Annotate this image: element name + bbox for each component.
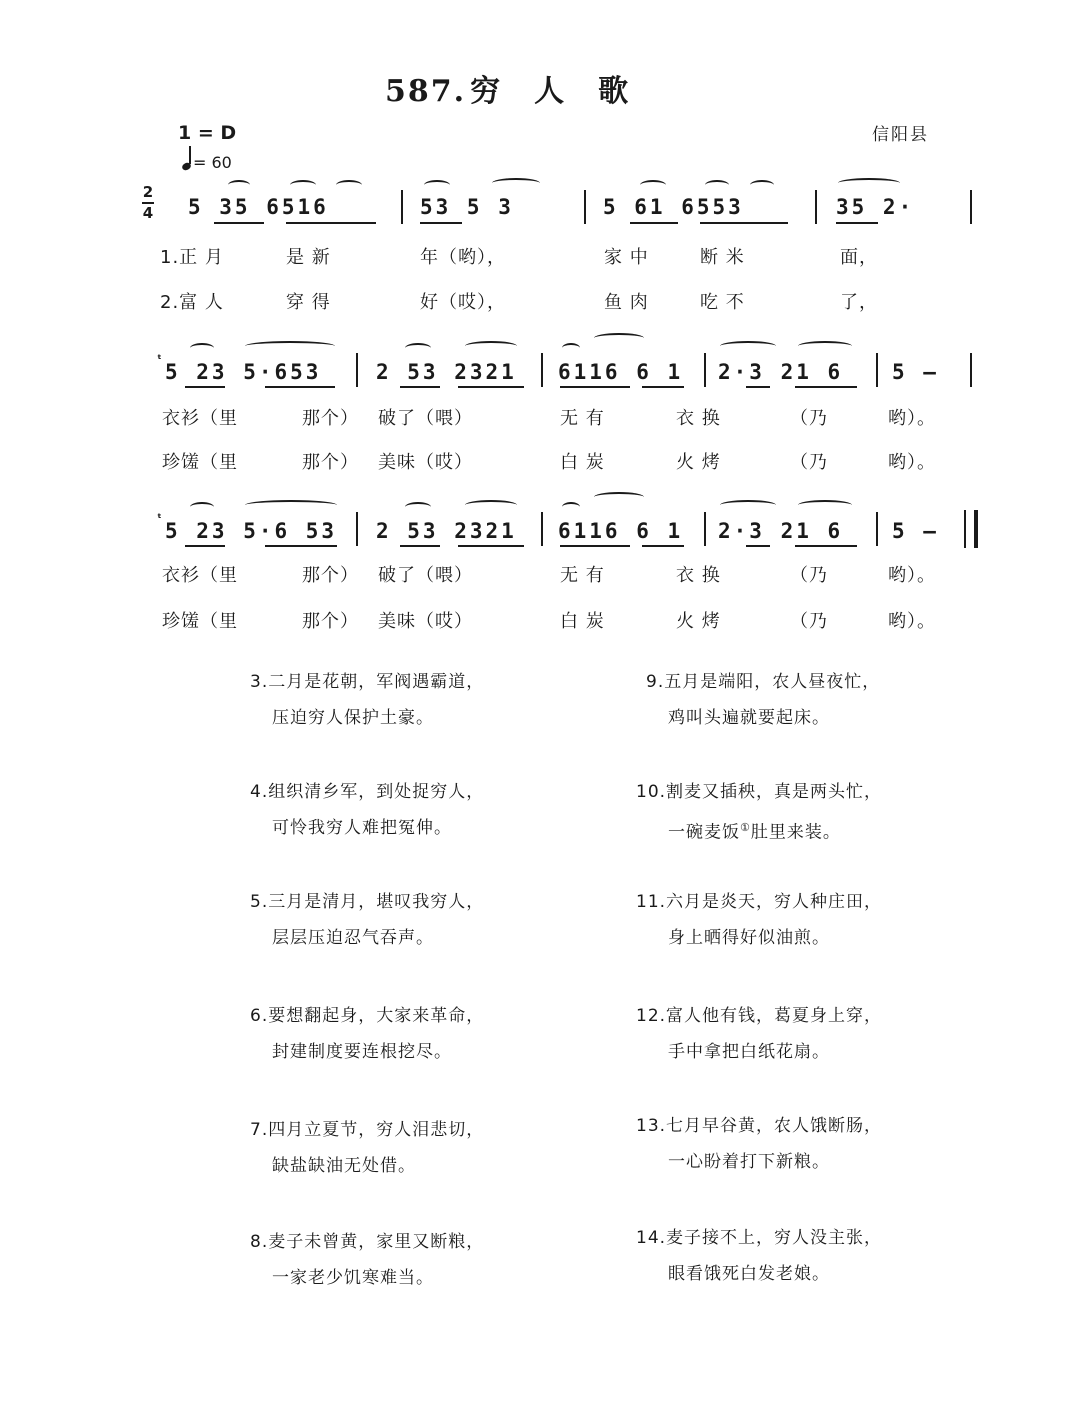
verse-line: 13.七月早谷黄，农人饿断肠， xyxy=(636,1116,883,1136)
verse xyxy=(636,774,882,851)
lyric: 破了（喂） xyxy=(378,408,473,429)
barline xyxy=(970,190,972,224)
verse-line: 11.六月是炎天，穷人种庄田， xyxy=(636,892,883,912)
verse-line: 眼看饿死白发老娘。 xyxy=(668,1264,830,1284)
beat-underline xyxy=(458,386,524,388)
slur xyxy=(562,502,580,512)
lyric: 哟）。 xyxy=(888,452,936,473)
verse-line: 7.四月立夏节，穷人泪悲切， xyxy=(250,1120,485,1140)
measure: 5 – xyxy=(892,360,939,384)
measure: 5 – xyxy=(892,519,939,543)
verse xyxy=(636,1220,882,1292)
measure: 5 61 6553 xyxy=(603,195,744,219)
barline xyxy=(970,353,972,387)
verse-line: 可怜我穷人难把冤伸。 xyxy=(272,818,452,838)
final-barline xyxy=(964,510,978,548)
lyric: 2.富 人 xyxy=(160,292,224,313)
beat-underline xyxy=(265,386,335,388)
measure: 2 53 2321 xyxy=(376,360,517,384)
lyric: 美味（哎） xyxy=(378,611,473,632)
verse xyxy=(636,998,882,1070)
beat-underline xyxy=(642,386,684,388)
slur xyxy=(465,500,517,510)
beat-underline xyxy=(286,222,376,224)
verse-line: 层层压迫忍气吞声。 xyxy=(272,928,434,948)
slur xyxy=(594,333,644,343)
verse-line: 8.麦子未曾黄，家里又断粮， xyxy=(250,1232,485,1252)
grace-note: ᵗ xyxy=(157,352,162,366)
verse-line xyxy=(636,810,882,851)
measure: 5 23 5·6 53 xyxy=(165,519,338,543)
beat-underline xyxy=(458,545,524,547)
slur xyxy=(336,180,362,190)
verse-line: 身上晒得好似油煎。 xyxy=(668,928,830,948)
lyric: 鱼 肉 xyxy=(604,292,649,313)
slur xyxy=(594,492,644,502)
slur xyxy=(290,180,316,190)
slur xyxy=(465,341,517,351)
lyric: 那个） xyxy=(302,408,359,429)
lyric: 无 有 xyxy=(560,408,605,429)
slur xyxy=(720,500,776,510)
lyric: 珍馐（里 xyxy=(162,452,238,473)
slur xyxy=(798,341,852,351)
verse xyxy=(636,1108,882,1180)
lyric: 年（哟）， xyxy=(420,247,506,268)
verse-line: 14.麦子接不上，穷人没主张， xyxy=(636,1228,883,1248)
lyric: 吃 不 xyxy=(700,292,745,313)
barline xyxy=(356,353,358,387)
lyric: 了， xyxy=(840,292,878,313)
key-signature: 1 = D xyxy=(178,122,237,144)
slur xyxy=(190,343,214,353)
verse-line: 一心盼着打下新粮。 xyxy=(668,1152,830,1172)
beat-underline xyxy=(214,222,264,224)
beat-underline xyxy=(700,222,788,224)
beat-underline xyxy=(560,545,630,547)
verse-line: 鸡叫头遍就要起床。 xyxy=(668,708,830,728)
verse xyxy=(250,998,484,1070)
lyric: 面， xyxy=(840,247,878,268)
lyric: 那个） xyxy=(302,452,359,473)
lyric: 那个） xyxy=(302,611,359,632)
lyric: （乃 xyxy=(790,452,828,473)
slur xyxy=(705,180,729,190)
lyric: 破了（喂） xyxy=(378,565,473,586)
lyric: 好（哎）， xyxy=(420,292,506,313)
verse-line: 12.富人他有钱，葛夏身上穿， xyxy=(636,1006,883,1026)
footnote-marker: ① xyxy=(740,821,751,834)
measure: 6116 6 1 xyxy=(558,519,684,543)
tempo-value: = 60 xyxy=(193,153,232,172)
lyric: 衣衫（里 xyxy=(162,565,238,586)
measure: 2·3 21 6 xyxy=(718,519,844,543)
verse xyxy=(636,884,882,956)
beat-underline xyxy=(400,545,440,547)
barline xyxy=(704,512,706,546)
barline xyxy=(876,353,878,387)
note-stem xyxy=(189,146,191,164)
slur xyxy=(424,180,450,190)
verse-line: 3.二月是花朝，军阀遇霸道， xyxy=(250,672,485,692)
beat-underline xyxy=(420,222,462,224)
barline xyxy=(541,512,543,546)
lyric: 是 新 xyxy=(286,247,331,268)
beat-underline xyxy=(795,545,857,547)
measure: 2 53 2321 xyxy=(376,519,517,543)
verse-line: 压迫穷人保护土豪。 xyxy=(272,708,434,728)
verse-line: 一家老少饥寒难当。 xyxy=(272,1268,434,1288)
slur xyxy=(405,343,431,353)
slur xyxy=(750,180,774,190)
lyric: 断 米 xyxy=(700,247,745,268)
verse-line: 缺盐缺油无处借。 xyxy=(272,1156,416,1176)
slur xyxy=(838,178,900,188)
verse xyxy=(250,1224,484,1296)
beat-underline xyxy=(265,545,337,547)
lyric: 火 烤 xyxy=(676,611,721,632)
beat-underline xyxy=(746,545,770,547)
lyric: 穿 得 xyxy=(286,292,331,313)
measure: 5 23 5·653 xyxy=(165,360,322,384)
tempo-marking xyxy=(182,150,232,172)
slur xyxy=(245,341,335,351)
barline xyxy=(876,512,878,546)
beat-underline xyxy=(185,545,225,547)
time-signature-top: 2 xyxy=(142,183,154,201)
lyric: 哟）。 xyxy=(888,611,936,632)
verse xyxy=(250,884,484,956)
lyric: （乃 xyxy=(790,565,828,586)
barline xyxy=(704,353,706,387)
lyric: 美味（哎） xyxy=(378,452,473,473)
lyric: 珍馐（里 xyxy=(162,611,238,632)
beat-underline xyxy=(795,386,857,388)
verse-line: 手中拿把白纸花扇。 xyxy=(668,1042,830,1062)
barline xyxy=(356,512,358,546)
lyric: （乃 xyxy=(790,611,828,632)
verse-line: 9.五月是端阳，农人昼夜忙， xyxy=(646,672,881,692)
beat-underline xyxy=(400,386,440,388)
lyric: （乃 xyxy=(790,408,828,429)
beat-underline xyxy=(630,222,678,224)
song-number: 587. xyxy=(385,74,467,109)
verse-text: 肚里来装。 xyxy=(750,822,841,843)
verse xyxy=(250,774,484,846)
lyric: 那个） xyxy=(302,565,359,586)
lyric: 衣 换 xyxy=(676,565,721,586)
barline xyxy=(815,190,817,224)
verse-line: 4.组织清乡军，到处捉穷人， xyxy=(250,782,485,802)
beat-underline xyxy=(560,386,630,388)
beat-underline xyxy=(746,386,770,388)
lyric: 无 有 xyxy=(560,565,605,586)
measure: 5 35 6516 xyxy=(188,195,329,219)
slur xyxy=(798,500,852,510)
verse-line: 封建制度要连根挖尽。 xyxy=(272,1042,452,1062)
verse-line: 5.三月是清月，堪叹我穷人， xyxy=(250,892,485,912)
barline xyxy=(584,190,586,224)
slur xyxy=(405,502,431,512)
verse-line: 10.割麦又插秧，真是两头忙， xyxy=(636,782,883,802)
slur xyxy=(492,178,540,188)
grace-note: ᵗ xyxy=(157,511,162,525)
lyric: 白 炭 xyxy=(560,452,605,473)
measure: 6116 6 1 xyxy=(558,360,684,384)
lyric: 衣衫（里 xyxy=(162,408,238,429)
lyric: 哟）。 xyxy=(888,565,936,586)
measure: 35 2· xyxy=(836,195,915,219)
song-title xyxy=(385,66,662,110)
slur xyxy=(190,502,214,512)
lyric: 白 炭 xyxy=(560,611,605,632)
verse-text: 一碗麦饭 xyxy=(668,822,740,843)
verse xyxy=(250,1112,484,1184)
verse xyxy=(250,664,484,736)
lyric: 1.正 月 xyxy=(160,247,224,268)
beat-underline xyxy=(642,545,684,547)
lyric: 家 中 xyxy=(604,247,649,268)
slur xyxy=(720,341,776,351)
time-signature xyxy=(142,184,154,222)
lyric: 哟）。 xyxy=(888,408,936,429)
slur xyxy=(562,343,580,353)
lyric: 衣 换 xyxy=(676,408,721,429)
verse xyxy=(646,664,880,736)
measure: 2·3 21 6 xyxy=(718,360,844,384)
time-signature-bottom: 4 xyxy=(142,204,154,222)
beat-underline xyxy=(836,222,878,224)
lyric: 火 烤 xyxy=(676,452,721,473)
slur xyxy=(228,180,250,190)
barline xyxy=(401,190,403,224)
song-name: 穷人歌 xyxy=(470,74,663,109)
slur xyxy=(245,500,337,510)
measure: 53 5 3 xyxy=(420,195,514,219)
barline xyxy=(541,353,543,387)
beat-underline xyxy=(185,386,225,388)
verse-line: 6.要想翻起身，大家来革命， xyxy=(250,1006,485,1026)
region-label: 信阳县 xyxy=(872,125,929,145)
slur xyxy=(640,180,666,190)
